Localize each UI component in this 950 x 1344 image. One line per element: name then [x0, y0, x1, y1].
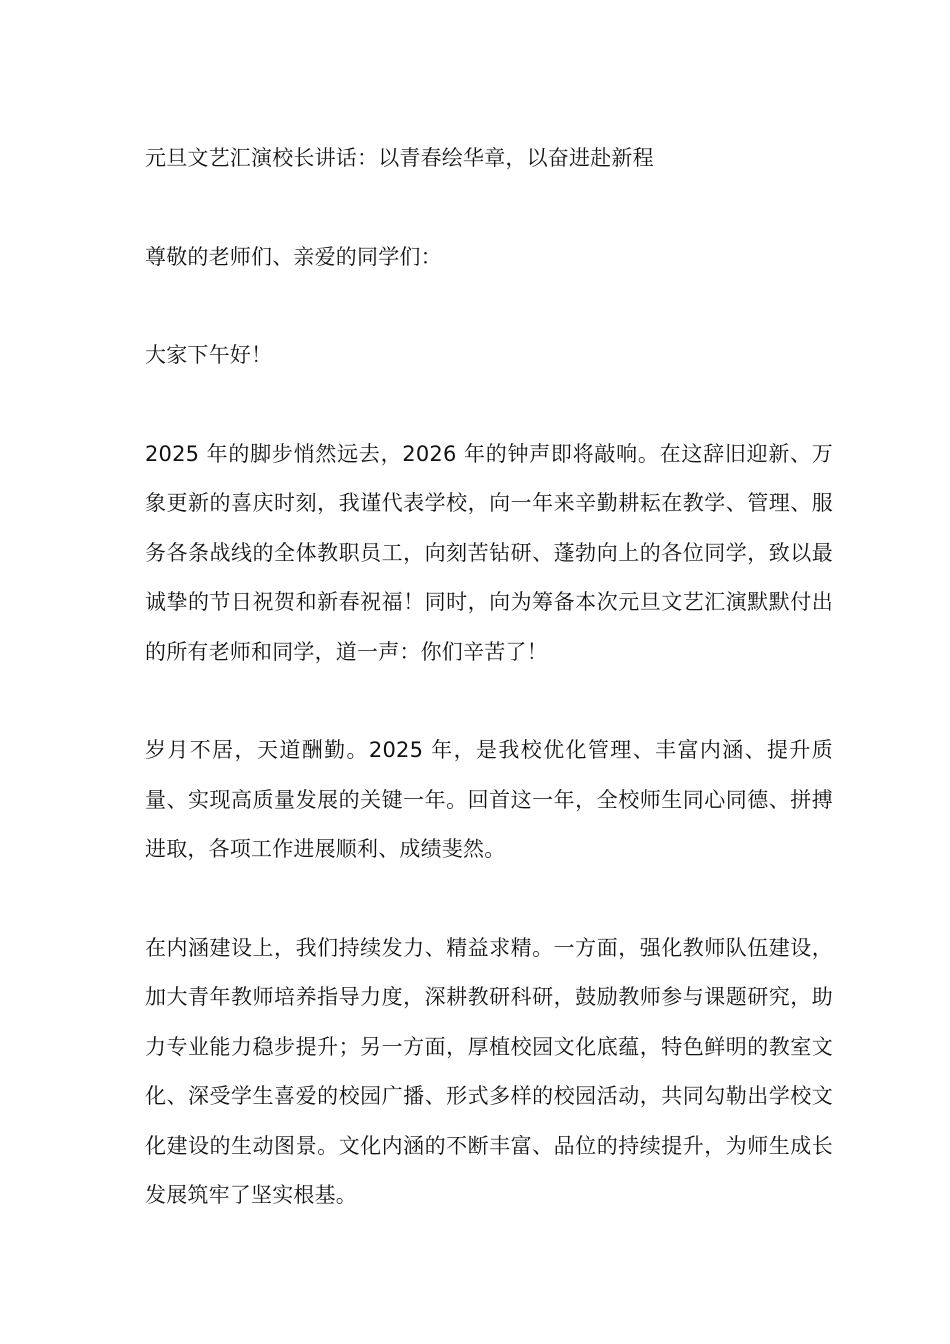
- paragraph-opening: 2025 年的脚步悄然远去，2026 年的钟声即将敲响。在这辞旧迎新、万象更新的喜庆时刻，我谨代表学校，向一年来辛勤耕耘在教学、管理、服务各条战线的全体教职员工，向刻苦钻研、蓬勃向上的各位同学，致以最诚挚的节日祝贺和新春祝福！同时，向为筹备本次元旦文艺汇演默默付出的所有老师和同学，道一声：你们辛苦了！: [145, 441, 833, 664]
- document-title: 元旦文艺汇演校长讲话：以青春绘华章，以奋进赴新程: [145, 146, 654, 170]
- paragraph-connotation: 在内涵建设上，我们持续发力、精益求精。一方面，强化教师队伍建设，加大青年教师培养指导力度，深耕教研科研，鼓励教师参与课题研究，助力专业能力稳步提升；另一方面，厚植校园文化底蕴，特色鲜明的教室文化、深受学生喜爱的校园广播、形式多样的校园活动，共同勾勒出学校文化建设的生动图景。文化内涵的不断丰富、品位的持续提升，为师生成长发展筑牢了坚实根基。: [145, 935, 833, 1207]
- document-body: [145, 134, 833, 1270]
- paragraph-review: 岁月不居，天道酬勤。2025 年，是我校优化管理、丰富内涵、提升质量、实现高质量发展的关键一年。回首这一年，全校师生同心同德、拼搏进取，各项工作进展顺利、成绩斐然。: [145, 738, 833, 861]
- salutation: 尊敬的老师们、亲爱的同学们：: [145, 244, 442, 269]
- greeting: 大家下午好！: [145, 343, 273, 367]
